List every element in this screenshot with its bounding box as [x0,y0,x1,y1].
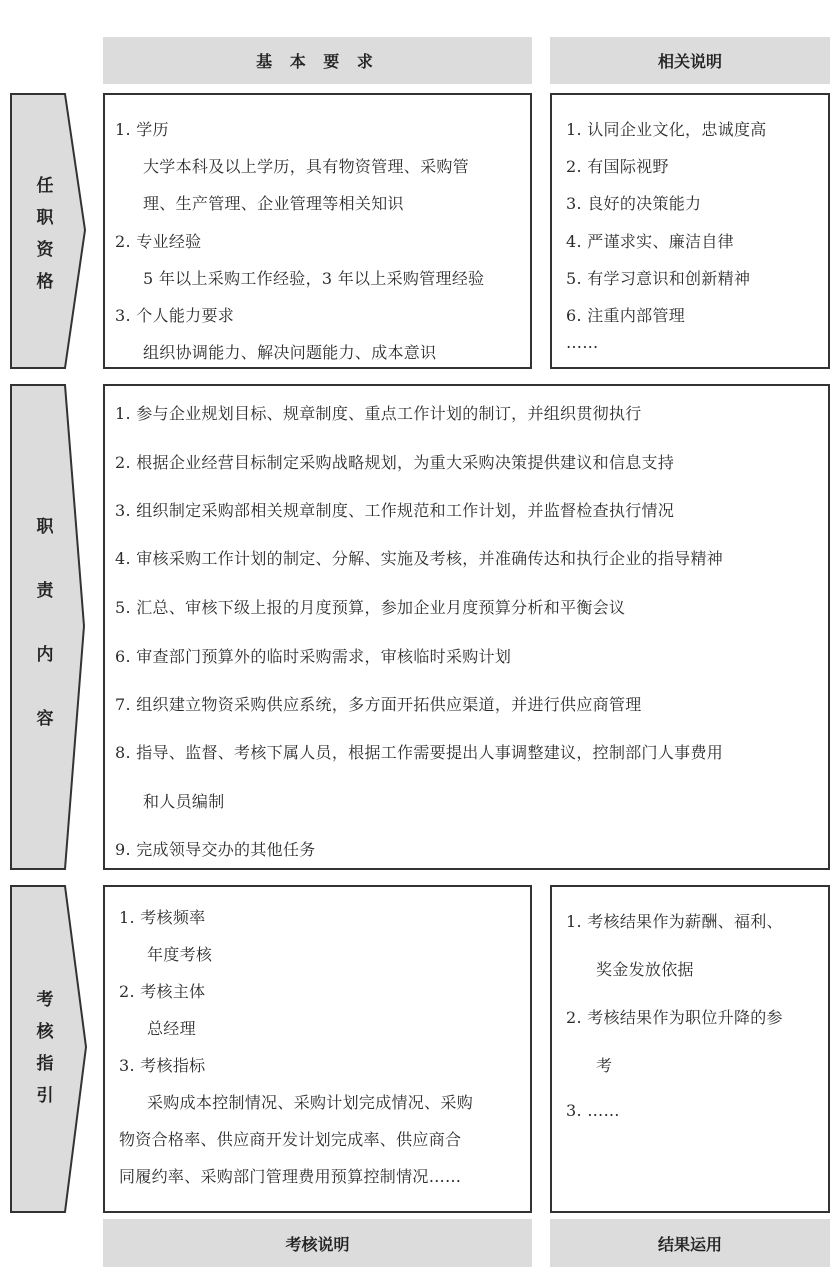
arrow-shape-icon [10,93,90,369]
qualifications-requirements-box [103,93,532,369]
qualifications-notes-box [550,93,830,369]
list-item: 年度考核 [147,945,213,964]
list-item: 2. 有国际视野 [566,157,669,176]
footer-result-application [550,1219,830,1267]
section-label-qualifications [10,93,90,369]
label-char: 容 [36,709,54,729]
section-label-assessment [10,885,90,1213]
list-item: 4. 严谨求实、廉洁自律 [566,232,734,251]
footer-assessment-description-text: 考核说明 [285,1234,350,1254]
list-item: 大学本科及以上学历，具有物资管理、采购管 [143,157,470,176]
list-item: 奖金发放依据 [596,960,694,979]
list-item: 2. 考核结果作为职位升降的参 [566,1008,783,1027]
list-item: 3. …… [566,1101,620,1120]
label-char: 内 [36,645,54,665]
result-application-box [550,885,830,1213]
list-item: 4. 审核采购工作计划的制定、分解、实施及考核，并准确传达和执行企业的指导精神 [115,549,724,568]
list-item: 7. 组织建立物资采购供应系统，多方面开拓供应渠道，并进行供应商管理 [115,695,642,714]
list-item: 3. 个人能力要求 [115,306,235,325]
list-item: 5. 有学习意识和创新精神 [566,269,751,288]
responsibilities-box [103,384,830,870]
list-item: 8. 指导、监督、考核下属人员，根据工作需要提出人事调整建议，控制部门人事费用 [115,743,724,762]
header-related-notes-text: 相关说明 [657,52,722,71]
footer-assessment-description [103,1219,532,1267]
list-item: 组织协调能力、解决问题能力、成本意识 [143,343,437,362]
list-item: 2. 考核主体 [119,982,206,1001]
section-label-responsibilities [10,384,90,870]
header-related-notes [550,37,830,84]
list-item: 1. 学历 [115,120,169,139]
list-item: 理、生产管理、企业管理等相关知识 [143,194,404,213]
list-item: 采购成本控制情况、采购计划完成情况、采购 [147,1093,474,1112]
list-item: 3. 良好的决策能力 [566,194,702,213]
label-char: 考 [36,990,54,1010]
list-item: 2. 根据企业经营目标制定采购战略规划，为重大采购决策提供建议和信息支持 [115,453,675,472]
list-item: 6. 审查部门预算外的临时采购需求，审核临时采购计划 [115,647,512,666]
list-item: 2. 专业经验 [115,232,202,251]
label-char: 核 [36,1022,54,1042]
list-item: 和人员编制 [143,792,225,811]
label-char: 任 [36,176,54,196]
label-char: 引 [36,1086,54,1106]
list-item: 3. 考核指标 [119,1056,206,1075]
list-item: 3. 组织制定采购部相关规章制度、工作规范和工作计划，并监督检查执行情况 [115,501,675,520]
list-item: 5. 汇总、审核下级上报的月度预算，参加企业月度预算分析和平衡会议 [115,598,626,617]
list-item: 1. 考核频率 [119,908,206,927]
list-item: 5 年以上采购工作经验，3 年以上采购管理经验 [143,269,485,288]
assessment-description-box [103,885,532,1213]
header-basic-requirements [103,37,532,84]
label-char: 指 [36,1054,54,1074]
arrow-shape-icon [10,384,90,870]
list-item: 1. 认同企业文化，忠诚度高 [566,120,767,139]
list-item: 1. 考核结果作为薪酬、福利、 [566,912,783,931]
footer-result-application-text: 结果运用 [657,1234,722,1254]
list-item: 总经理 [147,1019,196,1038]
label-char: 责 [36,581,54,601]
label-char: 格 [36,272,54,292]
header-basic-requirements-text: 基 本 要 求 [256,52,379,71]
list-item: 1. 参与企业规划目标、规章制度、重点工作计划的制订，并组织贯彻执行 [115,404,642,423]
list-item: 9. 完成领导交办的其他任务 [115,840,316,859]
list-item: 同履约率、采购部门管理费用预算控制情况…… [119,1167,462,1186]
label-char: 职 [36,517,54,537]
list-item: 考 [596,1056,613,1075]
label-char: 职 [36,208,54,228]
list-item: …… [566,333,599,352]
list-item: 物资合格率、供应商开发计划完成率、供应商合 [119,1130,462,1149]
list-item: 6. 注重内部管理 [566,306,686,325]
label-char: 资 [36,240,54,260]
